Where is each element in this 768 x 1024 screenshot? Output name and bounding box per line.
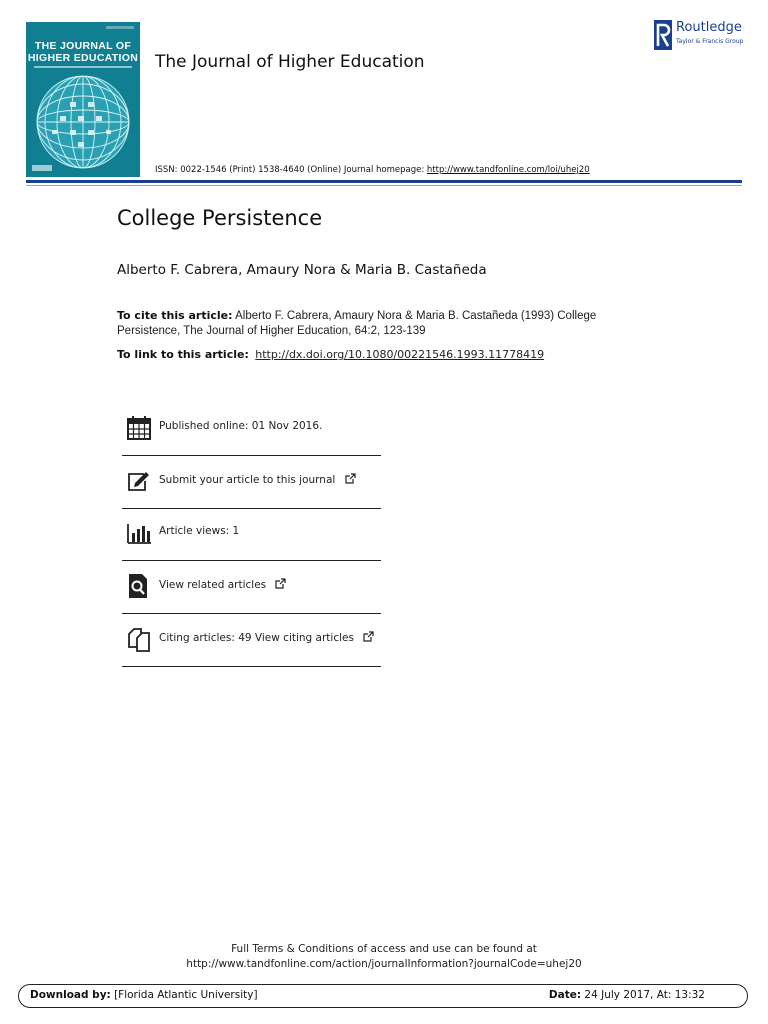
terms-line: Full Terms & Conditions of access and use can be found at (231, 943, 537, 955)
cover-issue-line (106, 26, 134, 29)
header-divider-thin (26, 185, 742, 186)
publisher-name: Routledge (676, 20, 742, 35)
external-link-icon (345, 473, 356, 484)
header-divider (26, 180, 742, 183)
link-label: To link to this article: (117, 348, 249, 361)
publisher-subtitle: Taylor & Francis Group (676, 38, 744, 45)
related-articles-row[interactable] (122, 561, 381, 614)
bar-chart-icon (126, 520, 152, 546)
article-authors: Alberto F. Cabrera, Amaury Nora & Maria B. Castañeda (117, 262, 487, 278)
citing-articles-row[interactable] (122, 614, 381, 667)
cover-publisher-logo (32, 165, 52, 171)
download-value: [Florida Atlantic University] (114, 989, 258, 1001)
external-link-icon (363, 631, 374, 642)
related-articles-text: View related articles (159, 579, 267, 591)
article-views-row (122, 508, 381, 561)
cover-tagline (34, 66, 132, 68)
download-label: Download by: (30, 989, 111, 1001)
journal-cover-image (26, 22, 140, 177)
terms-url[interactable]: http://www.tandfonline.com/action/journalInformation?journalCode=uhej20 (186, 958, 582, 970)
date-label: Date: (548, 989, 582, 1001)
search-document-icon (126, 573, 152, 599)
date-value: 24 July 2017, At: 13:32 (584, 989, 705, 1001)
citing-icon (126, 626, 152, 652)
doi-link[interactable]: http://dx.doi.org/10.1080/00221546.1993.11778419 (255, 348, 545, 361)
citation-block (117, 308, 637, 339)
submit-article-row[interactable] (122, 456, 381, 509)
cover-title (26, 40, 140, 64)
issn-text: ISSN: 0022-1546 (Print) 1538-4640 (Online) Journal homepage: (155, 165, 427, 175)
doi-link-block (117, 347, 637, 363)
routledge-mark-icon (654, 20, 672, 50)
edit-icon (126, 468, 152, 494)
external-link-icon (275, 578, 286, 589)
cover-title-line1: THE JOURNAL OF (34, 40, 132, 52)
calendar-icon (126, 415, 152, 441)
date-info (549, 989, 705, 1001)
citing-articles-text: Citing articles: 49 View citing articles (159, 632, 354, 644)
published-online-row (122, 403, 381, 456)
globe-icon (30, 72, 136, 172)
cite-text: Alberto F. Cabrera, Amaury Nora & Maria B. Castañeda (1993) College Persistence, The Journal of Higher Education, 64:2, 123-139 (117, 310, 597, 337)
published-online-text: Published online: 01 Nov 2016. (159, 420, 323, 432)
submit-article-link[interactable] (159, 473, 356, 486)
journal-homepage-link[interactable]: http://www.tandfonline.com/loi/uhej20 (426, 165, 590, 175)
cover-title-line2: HIGHER EDUCATION (27, 52, 139, 64)
issn-line (155, 165, 590, 175)
terms-notice (0, 942, 768, 972)
article-views-text: Article views: 1 (159, 525, 240, 537)
journal-name: The Journal of Higher Education (155, 52, 425, 72)
download-info (30, 989, 258, 1001)
submit-article-text: Submit your article to this journal (159, 474, 336, 486)
article-title: College Persistence (117, 206, 323, 230)
download-info-bar (18, 984, 748, 1008)
related-articles-link[interactable] (159, 578, 286, 591)
cite-label: To cite this article: (117, 309, 233, 322)
citing-articles-link[interactable] (159, 631, 374, 644)
